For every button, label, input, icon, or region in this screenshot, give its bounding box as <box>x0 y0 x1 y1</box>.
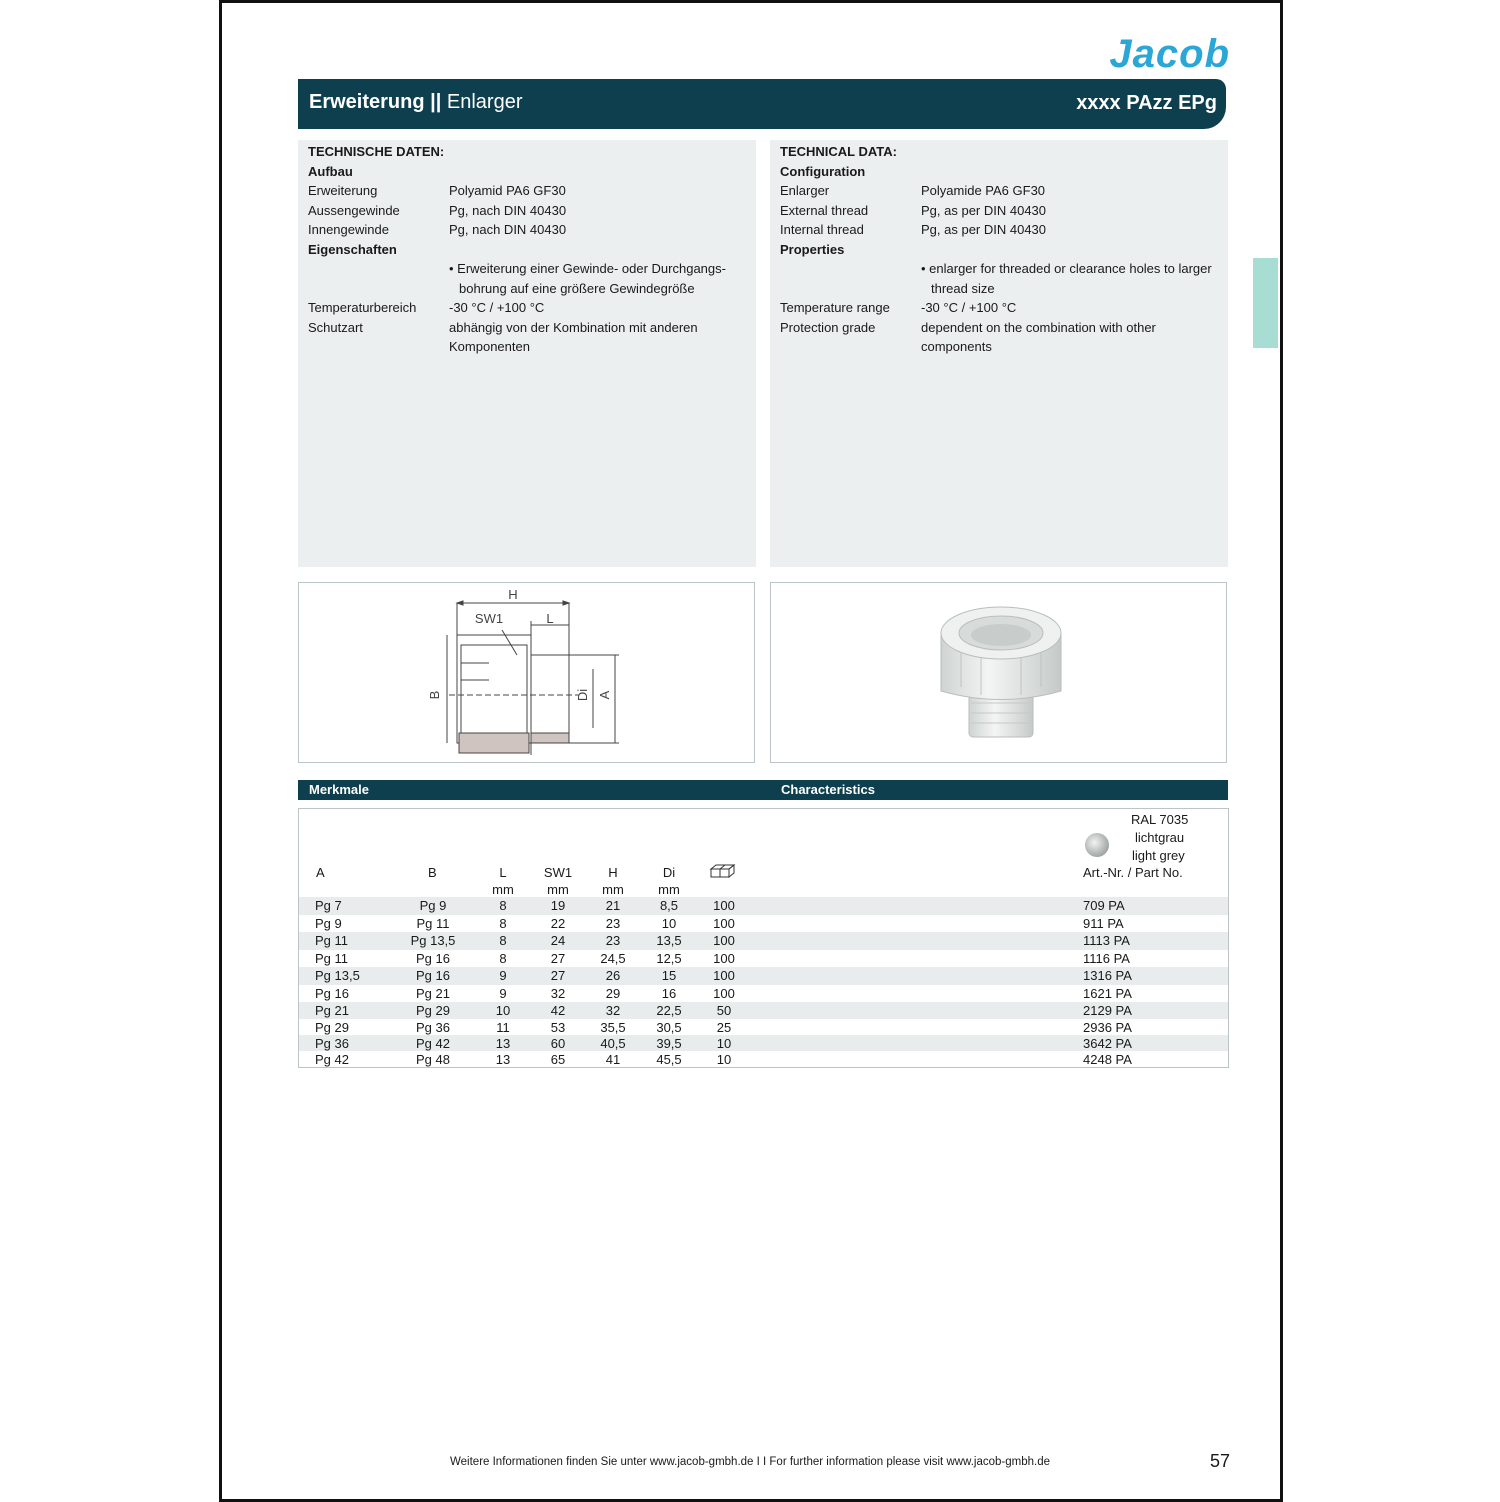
cell-l: 9 <box>499 985 507 1001</box>
cell-l: 8 <box>499 915 507 931</box>
cell-h: 23 <box>605 915 621 931</box>
tech-de-prot-label: Schutzart <box>308 319 363 335</box>
tech-en-label: Internal thread <box>780 222 864 237</box>
table-row <box>299 1051 1228 1067</box>
cell-part: 3642 PA <box>1083 1036 1132 1051</box>
cell-di: 15 <box>661 968 677 983</box>
cell-b: Pg 13,5 <box>410 933 456 948</box>
color-swatch-icon <box>1083 831 1111 859</box>
features-de: Merkmale <box>309 782 369 797</box>
tech-de-prot-value-cont: Komponenten <box>449 339 530 354</box>
tech-en-bullet-cont: thread size <box>931 280 995 296</box>
cell-pack: 10 <box>716 1036 732 1051</box>
tech-data-en-panel <box>770 140 1228 567</box>
title-bar <box>298 79 1226 129</box>
cell-part: 1116 PA <box>1083 950 1130 966</box>
cell-di: 45,5 <box>656 1052 682 1067</box>
table-row <box>299 950 1228 968</box>
title-de: Erweiterung <box>309 91 425 113</box>
tech-de-label: Aussengewinde <box>308 202 400 218</box>
cell-di: 22,5 <box>656 1003 682 1018</box>
title-en: Enlarger <box>446 91 523 113</box>
cell-h: 24,5 <box>600 950 626 966</box>
table-row <box>299 1035 1228 1051</box>
characteristics-bar <box>298 780 1228 800</box>
cell-sw1: 65 <box>550 1052 566 1067</box>
unit-sw1: mm <box>547 882 569 897</box>
cell-b: Pg 42 <box>416 1036 450 1051</box>
tech-de-temp-value: -30 °C / +100 °C <box>449 300 545 315</box>
technical-drawing <box>299 583 754 762</box>
table-row <box>299 985 1228 1003</box>
tech-en-prot-value-cont: components <box>921 339 992 354</box>
cell-pack: 100 <box>713 950 735 966</box>
package-icon <box>709 863 737 879</box>
table-row <box>299 1002 1228 1019</box>
table-row <box>299 1019 1228 1035</box>
cell-sw1: 32 <box>550 985 566 1001</box>
cell-sw1: 19 <box>550 898 566 913</box>
cell-b: Pg 16 <box>416 950 450 966</box>
cell-a: Pg 21 <box>315 1003 349 1018</box>
cell-b: Pg 11 <box>416 915 450 931</box>
cell-pack: 10 <box>716 1052 732 1067</box>
cell-h: 32 <box>605 1003 621 1018</box>
cell-l: 13 <box>495 1052 511 1067</box>
cell-a: Pg 11 <box>315 950 349 966</box>
tech-de-config: Aufbau <box>308 163 353 179</box>
cell-part: 1316 PA <box>1083 968 1132 983</box>
cell-sw1: 53 <box>550 1020 566 1035</box>
cell-b: Pg 9 <box>419 898 447 913</box>
tech-en-value: Pg, as per DIN 40430 <box>921 202 1047 218</box>
cell-part: 2936 PA <box>1083 1020 1132 1035</box>
tech-de-label: Erweiterung <box>308 183 378 198</box>
cell-b: Pg 48 <box>416 1052 450 1067</box>
cell-a: Pg 29 <box>315 1020 349 1035</box>
tech-en-value: Pg, as per DIN 40430 <box>921 222 1047 237</box>
cell-sw1: 27 <box>550 950 566 966</box>
cell-l: 13 <box>495 1036 511 1051</box>
color-name-en: light grey <box>1132 848 1185 863</box>
tech-en-temp-value: -30 °C / +100 °C <box>921 300 1017 315</box>
dim-label-l: L <box>546 611 554 626</box>
tech-en-prot-label: Protection grade <box>780 319 876 335</box>
cell-part: 4248 PA <box>1083 1052 1132 1067</box>
cell-di: 12,5 <box>656 950 682 966</box>
page-title <box>309 91 523 114</box>
cell-pack: 100 <box>713 915 735 931</box>
cell-l: 8 <box>499 950 507 966</box>
parts-table <box>298 808 1229 1068</box>
cell-pack: 100 <box>713 933 735 948</box>
cell-a: Pg 13,5 <box>315 968 360 983</box>
tech-de-temp-label: Temperaturbereich <box>308 300 417 315</box>
col-header-h: H <box>608 865 618 880</box>
cell-l: 8 <box>499 898 507 913</box>
dim-label-di: Di <box>575 688 590 702</box>
cell-l: 11 <box>496 1020 510 1035</box>
tech-en-props: Properties <box>780 241 845 257</box>
cell-a: Pg 36 <box>315 1036 349 1051</box>
jacob-logo: Jacob <box>1109 32 1230 76</box>
cell-di: 10 <box>661 915 677 931</box>
cell-l: 10 <box>495 1003 511 1018</box>
cell-di: 8,5 <box>659 898 679 913</box>
cell-part: 1113 PA <box>1083 933 1130 948</box>
tech-en-value: Polyamide PA6 GF30 <box>921 183 1046 198</box>
tech-en-heading: TECHNICAL DATA: <box>780 144 897 159</box>
unit-h: mm <box>602 882 624 897</box>
cell-a: Pg 11 <box>315 933 349 948</box>
tech-en-bullet: • enlarger for threaded or clearance holes to larger <box>921 261 1212 276</box>
features-en: Characteristics <box>781 782 875 797</box>
tech-de-prot-value: abhängig von der Kombination mit anderen <box>449 319 698 335</box>
cell-pack: 50 <box>716 1003 732 1018</box>
table-row <box>299 932 1228 950</box>
cell-b: Pg 29 <box>416 1003 450 1018</box>
tech-de-value: Pg, nach DIN 40430 <box>449 222 567 237</box>
cell-h: 35,5 <box>600 1020 626 1035</box>
cell-di: 39,5 <box>656 1036 682 1051</box>
cell-pack: 25 <box>716 1020 732 1035</box>
cell-sw1: 27 <box>550 968 566 983</box>
cell-h: 29 <box>605 985 621 1001</box>
tech-de-bullet-cont: bohrung auf eine größere Gewindegröße <box>459 280 695 296</box>
dim-label-sw1: SW1 <box>474 611 504 626</box>
tech-data-de-panel <box>298 140 756 567</box>
cell-part: 709 PA <box>1083 898 1125 913</box>
tech-en-label: Enlarger <box>780 183 830 198</box>
table-row <box>299 915 1228 933</box>
tech-de-value: Pg, nach DIN 40430 <box>449 202 567 218</box>
cell-b: Pg 36 <box>416 1020 450 1035</box>
unit-l: mm <box>492 882 514 897</box>
cell-sw1: 24 <box>550 933 566 948</box>
table-row <box>299 967 1228 985</box>
tech-de-label: Innengewinde <box>308 222 389 237</box>
tech-de-props: Eigenschaften <box>308 241 397 257</box>
col-header-b: B <box>428 865 437 880</box>
tech-en-prot-value: dependent on the combination with other <box>921 319 1156 335</box>
part-no-header: Art.-Nr. / Part No. <box>1083 865 1183 880</box>
unit-di: mm <box>658 882 680 897</box>
col-header-l: L <box>499 865 507 880</box>
cell-sw1: 42 <box>550 1003 566 1018</box>
tech-en-config: Configuration <box>780 163 866 179</box>
cell-h: 26 <box>605 968 621 983</box>
cell-l: 9 <box>499 968 507 983</box>
cell-h: 21 <box>605 898 621 913</box>
cell-pack: 100 <box>713 898 735 913</box>
cell-b: Pg 16 <box>416 968 450 983</box>
side-tab <box>1253 258 1278 348</box>
cell-di: 13,5 <box>656 933 682 948</box>
product-code: xxxx PAzz EPg <box>1076 92 1217 114</box>
technical-drawing-box <box>298 582 755 763</box>
col-header-di: Di <box>662 865 676 880</box>
tech-en-label: External thread <box>780 202 869 218</box>
cell-part: 2129 PA <box>1083 1003 1132 1018</box>
col-header-a: A <box>316 865 325 880</box>
cell-a: Pg 42 <box>315 1052 349 1067</box>
cell-a: Pg 9 <box>315 915 342 931</box>
table-row <box>299 897 1228 915</box>
tech-de-value: Polyamid PA6 GF30 <box>449 183 566 198</box>
product-photo-box <box>770 582 1227 763</box>
cell-b: Pg 21 <box>416 985 450 1001</box>
cell-h: 23 <box>605 933 621 948</box>
tech-de-heading: TECHNISCHE DATEN: <box>308 144 445 159</box>
tech-de-bullet: • Erweiterung einer Gewinde- oder Durchgangs- <box>449 261 726 276</box>
color-name-de: lichtgrau <box>1135 830 1185 845</box>
cell-pack: 100 <box>713 985 735 1001</box>
cell-part: 1621 PA <box>1083 985 1132 1001</box>
cell-h: 40,5 <box>600 1036 626 1051</box>
col-header-sw1: SW1 <box>543 865 573 880</box>
cell-part: 911 PA <box>1083 915 1124 931</box>
cell-di: 16 <box>661 985 677 1001</box>
tech-en-temp-label: Temperature range <box>780 300 890 315</box>
cell-pack: 100 <box>713 968 735 983</box>
cell-l: 8 <box>499 933 507 948</box>
footer-text: Weitere Informationen finden Sie unter www.jacob-gmbh.de I I For further information please visit www.jacob-gmbh.de <box>450 1456 1050 1468</box>
cell-a: Pg 7 <box>315 898 342 913</box>
cell-sw1: 60 <box>550 1036 566 1051</box>
page-number: 57 <box>1209 1451 1230 1471</box>
cell-sw1: 22 <box>550 915 566 931</box>
product-photo <box>771 583 1226 762</box>
cell-a: Pg 16 <box>315 985 349 1001</box>
title-separator: || <box>424 91 447 113</box>
dim-label-b: B <box>427 690 442 700</box>
cell-h: 41 <box>605 1052 621 1067</box>
cell-di: 30,5 <box>656 1020 682 1035</box>
dim-label-a: A <box>597 690 612 700</box>
color-ral: RAL 7035 <box>1131 812 1189 827</box>
dim-label-h: H <box>508 587 518 602</box>
